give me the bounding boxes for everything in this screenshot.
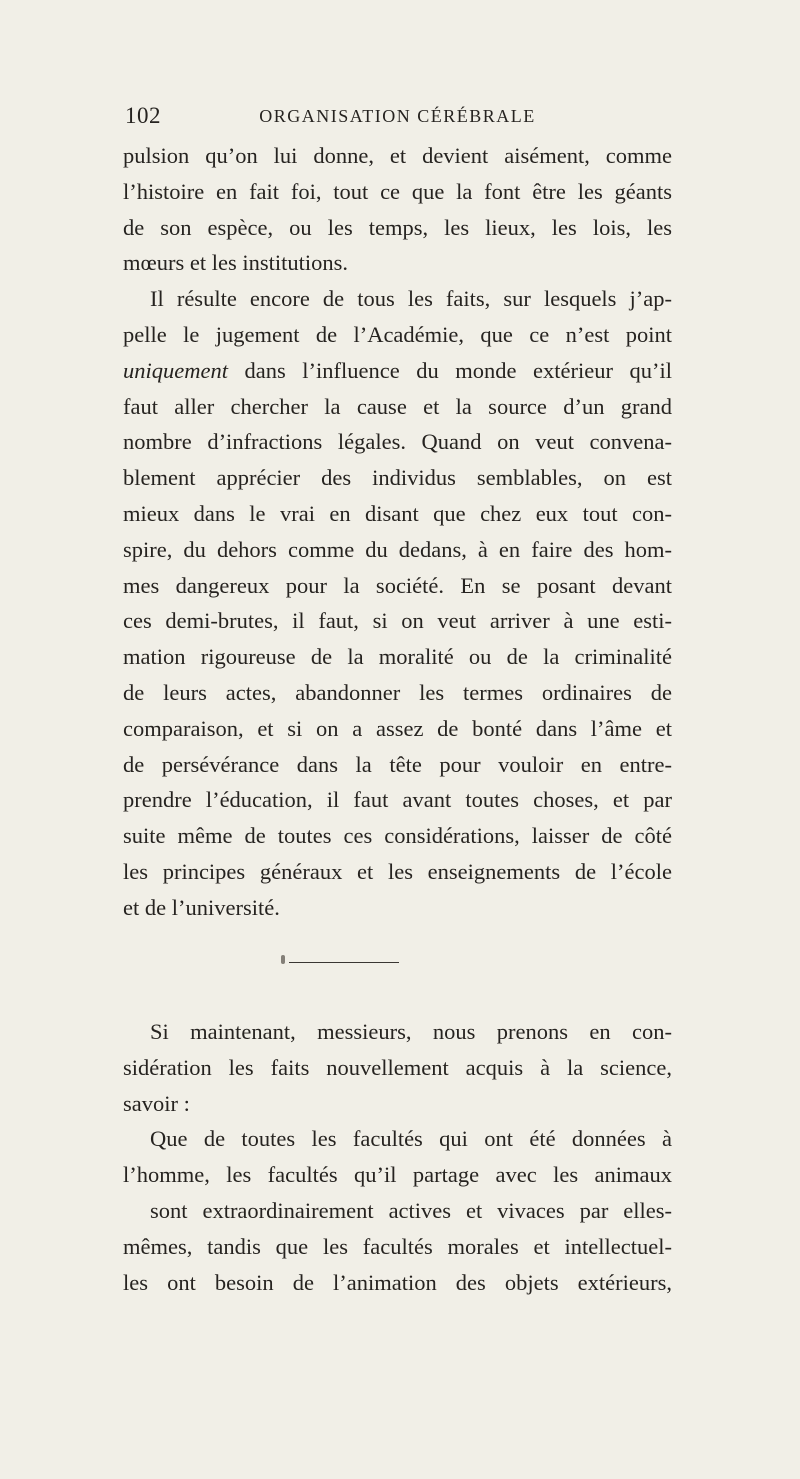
text-line: l’homme, les facultés qu’il partage avec les animaux — [123, 1162, 672, 1188]
ink-speck — [281, 955, 285, 964]
text-line: sont extraordinairement actives et vivaces par elles- — [150, 1197, 672, 1223]
text-line — [123, 353, 672, 389]
text-line: nombre d’infractions légales. Quand on veut convena- — [123, 429, 672, 455]
text-line: de son espèce, ou les temps, les lieux, les lois, les — [123, 214, 672, 240]
italic-word: uniquement — [123, 357, 228, 383]
text-line: de persévérance dans la tête pour vouloir en entre- — [123, 751, 672, 777]
text-line: de leurs actes, abandonner les termes ordinaires de — [123, 679, 672, 705]
text-line: les ont besoin de l’animation des objets extérieurs, — [123, 1269, 672, 1295]
text-line: Si maintenant, messieurs, nous prenons en con- — [150, 1019, 672, 1044]
text-line: pulsion qu’on lui donne, et devient aisément, comme — [123, 143, 672, 168]
text-line: prendre l’éducation, il faut avant toutes choses, et par — [123, 787, 672, 813]
text-line: pelle le jugement de l’Académie, que ce n’est point — [123, 321, 672, 347]
text-line: mêmes, tandis que les facultés morales et intellectuel- — [123, 1233, 672, 1259]
text-line: l’histoire en fait foi, tout ce que la font être les géants — [123, 178, 672, 204]
section-divider — [289, 962, 399, 963]
text-line: blement apprécier des individus semblables, on est — [123, 465, 672, 491]
text-line: comparaison, et si on a assez de bonté dans l’âme et — [123, 715, 672, 741]
text-line: ces demi-brutes, il faut, si on veut arriver à une esti- — [123, 608, 672, 634]
text-line: mes dangereux pour la société. En se posant devant — [123, 572, 672, 598]
page-number: 102 — [125, 103, 161, 128]
text-line: Il résulte encore de tous les faits, sur lesquels j’ap- — [150, 286, 672, 312]
text-line: spire, du dehors comme du dedans, à en faire des hom- — [123, 536, 672, 562]
text-line: mation rigoureuse de la moralité ou de la criminalité — [123, 644, 672, 670]
text-line: faut aller chercher la cause et la source d’un grand — [123, 393, 672, 419]
text-line: suite même de toutes ces considérations, laisser de côté — [123, 823, 672, 849]
running-head — [125, 103, 670, 133]
main-text — [123, 138, 672, 926]
text-line: Que de toutes les facultés qui ont été données à — [150, 1126, 672, 1152]
text-fragment: dans l’influence du monde extérieur qu’il — [227, 357, 672, 383]
text-line: et de l’université. — [123, 894, 280, 920]
text-line: sidération les faits nouvellement acquis à la science, — [123, 1054, 672, 1080]
running-title: ORGANISATION CÉRÉBRALE — [259, 106, 536, 126]
main-text-continued — [123, 1014, 672, 1300]
text-line: mieux dans le vrai en disant que chez eux tout con- — [123, 500, 672, 526]
text-line: savoir : — [123, 1090, 190, 1116]
text-line: mœurs et les institutions. — [123, 250, 348, 276]
text-line: les principes généraux et les enseignements de l’école — [123, 858, 672, 884]
